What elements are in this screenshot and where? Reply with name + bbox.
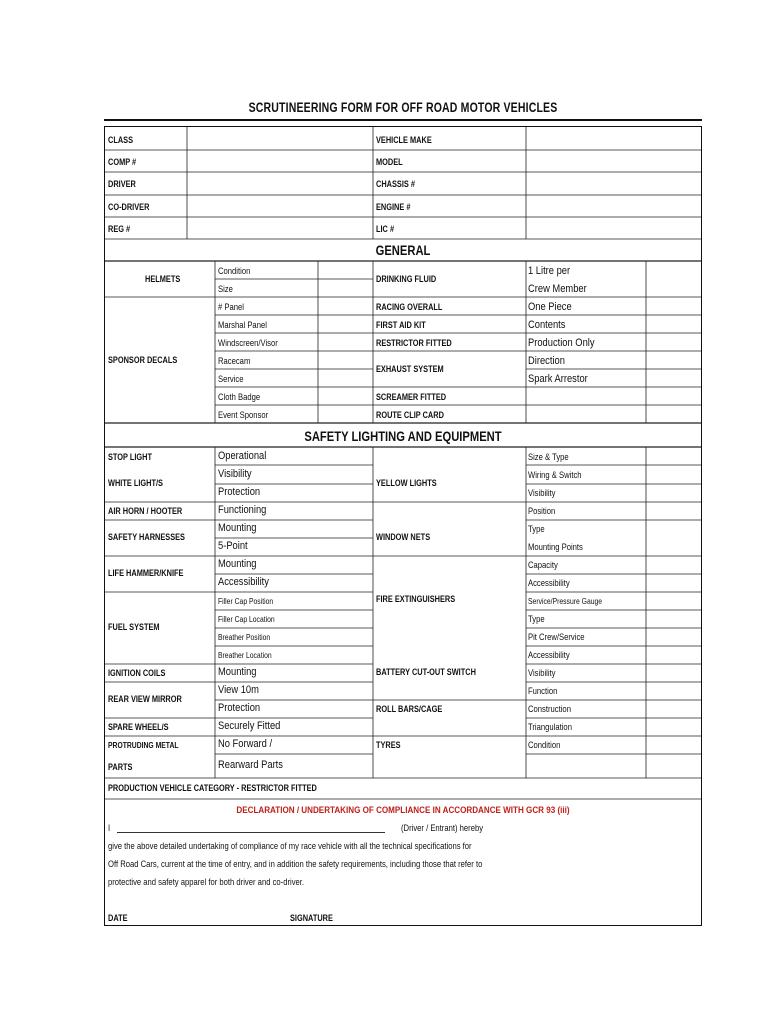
safety-value: Accessibility bbox=[218, 576, 269, 588]
label-chassis: CHASSIS # bbox=[376, 179, 415, 189]
safety-value: 5-Point bbox=[218, 540, 248, 552]
label-ignition-coils: IGNITION COILS bbox=[108, 668, 166, 678]
general-item: Condition bbox=[218, 266, 251, 276]
safety-right-value: Pit Crew/Service bbox=[528, 632, 585, 642]
label-driver: DRIVER bbox=[108, 179, 136, 189]
label-class: CLASS bbox=[108, 135, 134, 145]
safety-value: Mounting bbox=[218, 522, 257, 534]
fuel-value: Filler Cap Position bbox=[218, 597, 274, 606]
general-value: Spark Arrestor bbox=[528, 373, 588, 385]
label-parts: PARTS bbox=[108, 762, 133, 772]
label-first-aid-kit: FIRST AID KIT bbox=[376, 320, 426, 330]
safety-right-value: Visibility bbox=[528, 668, 556, 678]
declaration-line: give the above detailed undertaking of compliance of my race vehicle with all the technical specifications for bbox=[108, 841, 472, 851]
general-item: Windscreen/Visor bbox=[218, 338, 278, 348]
label-life-hammer: LIFE HAMMER/KNIFE bbox=[108, 568, 184, 578]
label-air-horn: AIR HORN / HOOTER bbox=[108, 506, 183, 516]
label-fire-extinguishers: FIRE EXTINGUISHERS bbox=[376, 594, 456, 604]
label-restrictor-fitted: RESTRICTOR FITTED bbox=[376, 338, 452, 348]
title-rule bbox=[104, 119, 702, 121]
safety-right-value: Service/Pressure Gauge bbox=[528, 597, 603, 606]
general-item: # Panel bbox=[218, 302, 244, 312]
general-item: Service bbox=[218, 374, 244, 384]
safety-right-value: Capacity bbox=[528, 560, 558, 570]
safety-right-value: Accessibility bbox=[528, 650, 570, 660]
signature-label: SIGNATURE bbox=[290, 913, 333, 923]
safety-value: No Forward / bbox=[218, 738, 273, 750]
label-comp: COMP # bbox=[108, 157, 137, 167]
label-spare-wheels: SPARE WHEEL/S bbox=[108, 722, 169, 732]
safety-right-value: Function bbox=[528, 686, 558, 696]
label-safety-harnesses: SAFETY HARNESSES bbox=[108, 532, 185, 542]
safety-right-value: Position bbox=[528, 506, 556, 516]
safety-value: View 10m bbox=[218, 684, 259, 696]
safety-value: Visibility bbox=[218, 468, 252, 480]
declaration-line-prefix: I bbox=[108, 823, 111, 833]
label-screamer-fitted: SCREAMER FITTED bbox=[376, 392, 447, 402]
label-drinking-fluid: DRINKING FLUID bbox=[376, 274, 437, 284]
safety-value: Functioning bbox=[218, 504, 267, 516]
declaration-line: Off Road Cars, current at the time of entry, and in addition the safety requirements, including those that refer to bbox=[108, 859, 483, 869]
label-yellow-lights: YELLOW LIGHTS bbox=[376, 478, 437, 488]
label-co-driver: CO-DRIVER bbox=[108, 202, 150, 212]
label-reg: REG # bbox=[108, 224, 131, 234]
date-label: DATE bbox=[108, 913, 128, 923]
general-value: Production Only bbox=[528, 337, 595, 349]
general-item: Cloth Badge bbox=[218, 392, 261, 402]
safety-right-value: Size & Type bbox=[528, 452, 569, 462]
safety-value: Securely Fitted bbox=[218, 720, 281, 732]
general-item: Event Sponsor bbox=[218, 410, 269, 420]
safety-right-value: Wiring & Switch bbox=[528, 470, 582, 480]
form-table bbox=[104, 126, 702, 926]
fuel-value: Filler Cap Location bbox=[218, 615, 275, 624]
driver-name-line[interactable] bbox=[117, 832, 385, 833]
general-value: Contents bbox=[528, 319, 566, 331]
general-value: Direction bbox=[528, 355, 565, 367]
label-fuel-system: FUEL SYSTEM bbox=[108, 622, 160, 632]
label-engine: ENGINE # bbox=[376, 202, 411, 212]
label-battery-cut-out: BATTERY CUT-OUT SWITCH bbox=[376, 667, 476, 677]
fuel-value: Breather Position bbox=[218, 633, 271, 642]
declaration-line-suffix: (Driver / Entrant) hereby bbox=[401, 823, 484, 833]
safety-right-value: Mounting Points bbox=[528, 542, 583, 552]
safety-value: Operational bbox=[218, 450, 267, 462]
label-exhaust-system: EXHAUST SYSTEM bbox=[376, 364, 444, 374]
general-item: Marshal Panel bbox=[218, 320, 267, 330]
label-stop-light: STOP LIGHT bbox=[108, 452, 153, 462]
label-model: MODEL bbox=[376, 157, 403, 167]
safety-right-value: Triangulation bbox=[528, 722, 572, 732]
general-value: 1 Litre per bbox=[528, 265, 571, 277]
declaration-line: protective and safety apparel for both driver and co-driver. bbox=[108, 877, 305, 887]
label-route-clip-card: ROUTE CLIP CARD bbox=[376, 410, 444, 420]
safety-value: Protection bbox=[218, 702, 261, 714]
safety-right-value: Type bbox=[528, 524, 545, 534]
safety-value: Protection bbox=[218, 486, 261, 498]
safety-value: Rearward Parts bbox=[218, 759, 283, 771]
label-rear-view-mirror: REAR VIEW MIRROR bbox=[108, 694, 182, 704]
safety-right-value: Construction bbox=[528, 704, 571, 714]
safety-right-value: Type bbox=[528, 614, 545, 624]
safety-value: Mounting bbox=[218, 558, 257, 570]
safety-right-value: Accessibility bbox=[528, 578, 570, 588]
label-tyres: TYRES bbox=[376, 740, 401, 750]
label-vehicle-make: VEHICLE MAKE bbox=[376, 135, 432, 145]
label-protruding-metal: PROTRUDING METAL bbox=[108, 741, 179, 750]
safety-right-value: Visibility bbox=[528, 488, 556, 498]
declaration-heading: DECLARATION / UNDERTAKING OF COMPLIANCE IN ACCORDANCE WITH GCR 93 (iii) bbox=[236, 805, 570, 816]
general-value: Crew Member bbox=[528, 283, 587, 295]
fuel-value: Breather Location bbox=[218, 651, 272, 660]
section-heading-general: GENERAL bbox=[375, 242, 431, 258]
section-heading-safety: SAFETY LIGHTING AND EQUIPMENT bbox=[304, 428, 502, 444]
safety-value: Mounting bbox=[218, 666, 257, 678]
production-category-label: PRODUCTION VEHICLE CATEGORY - RESTRICTOR FITTED bbox=[108, 783, 317, 793]
label-roll-bars: ROLL BARS/CAGE bbox=[376, 704, 443, 714]
label-window-nets: WINDOW NETS bbox=[376, 532, 431, 542]
page-title: SCRUTINEERING FORM FOR OFF ROAD MOTOR VEHICLES bbox=[248, 100, 558, 115]
label-white-lights: WHITE LIGHT/S bbox=[108, 478, 163, 488]
label-sponsor-decals: SPONSOR DECALS bbox=[108, 355, 178, 365]
general-value: One Piece bbox=[528, 301, 572, 313]
safety-right-value: Condition bbox=[528, 740, 561, 750]
general-item: Size bbox=[218, 284, 233, 294]
label-lic: LIC # bbox=[376, 224, 395, 234]
label-helmets: HELMETS bbox=[145, 274, 181, 284]
label-racing-overall: RACING OVERALL bbox=[376, 302, 443, 312]
general-item: Racecam bbox=[218, 356, 251, 366]
